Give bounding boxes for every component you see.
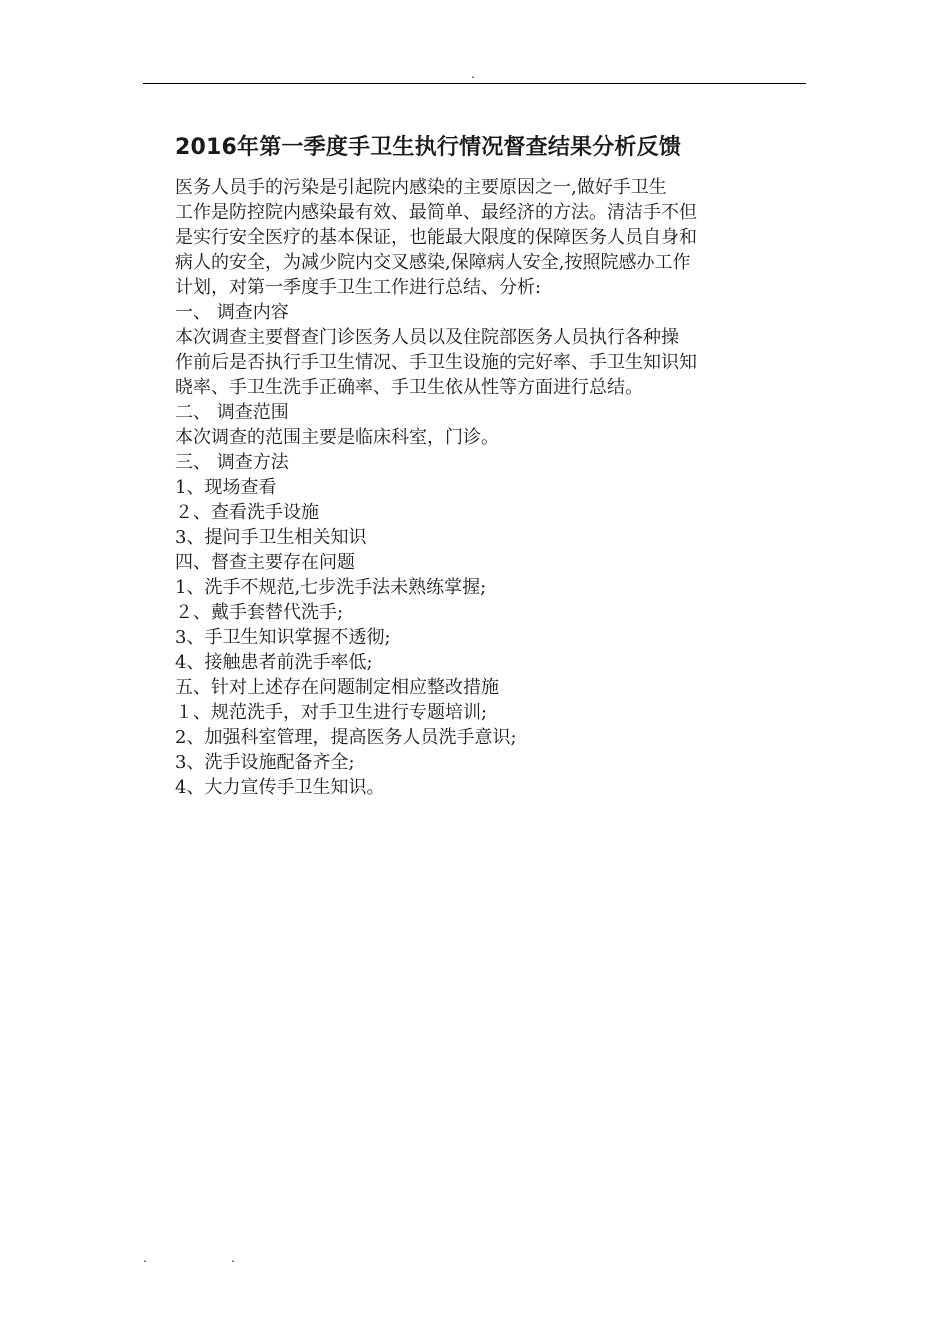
- footer-mark: .: [231, 1251, 235, 1265]
- list-item: 1、洗手不规范,七步洗手法未熟练掌握;: [175, 577, 487, 598]
- document-title: 2016年第一季度手卫生执行情况督查结果分析反馈: [175, 135, 682, 160]
- section-heading: 四、督查主要存在问题: [175, 552, 355, 573]
- list-item: 1、现场查看: [175, 477, 277, 498]
- section-heading: 一、 调查内容: [175, 302, 289, 323]
- section-line: 作前后是否执行手卫生情况、手卫生设施的完好率、手卫生知识知: [175, 352, 697, 373]
- list-item: ２、查看洗手设施: [175, 502, 319, 523]
- footer-mark: .: [143, 1251, 147, 1265]
- intro-line: 工作是防控院内感染最有效、最简单、最经济的方法。清洁手不但: [175, 202, 697, 223]
- list-item: 3、手卫生知识掌握不透彻;: [175, 627, 391, 648]
- intro-line: 计划，对第一季度手卫生工作进行总结、分析:: [175, 277, 542, 298]
- section-heading: 二、 调查范围: [175, 402, 289, 423]
- section-heading: 三、 调查方法: [175, 452, 289, 473]
- list-item: 4、接触患者前洗手率低;: [175, 652, 373, 673]
- section-line: 本次调查的范围主要是临床科室，门诊。: [175, 427, 499, 448]
- section-heading: 五、针对上述存在问题制定相应整改措施: [175, 677, 499, 698]
- list-item: 2、加强科室管理，提高医务人员洗手意识;: [175, 727, 517, 748]
- section-line: 本次调查主要督查门诊医务人员以及住院部医务人员执行各种操: [175, 327, 679, 348]
- header-rule: [143, 83, 806, 84]
- intro-line: 是实行安全医疗的基本保证，也能最大限度的保障医务人员自身和: [175, 227, 697, 248]
- list-item: ２、戴手套替代洗手;: [175, 602, 344, 623]
- list-item: 3、提问手卫生相关知识: [175, 527, 367, 548]
- header-mark: .: [471, 67, 475, 81]
- intro-line: 病人的安全，为减少院内交叉感染,保障病人安全,按照院感办工作: [175, 252, 691, 273]
- list-item: 4、大力宣传手卫生知识。: [175, 777, 385, 798]
- document-body: [175, 175, 805, 800]
- list-item: 3、洗手设施配备齐全;: [175, 752, 355, 773]
- list-item: １、规范洗手，对手卫生进行专题培训;: [175, 702, 488, 723]
- intro-line: 医务人员手的污染是引起院内感染的主要原因之一,做好手卫生: [175, 177, 667, 198]
- section-line: 晓率、手卫生洗手正确率、手卫生依从性等方面进行总结。: [175, 377, 643, 398]
